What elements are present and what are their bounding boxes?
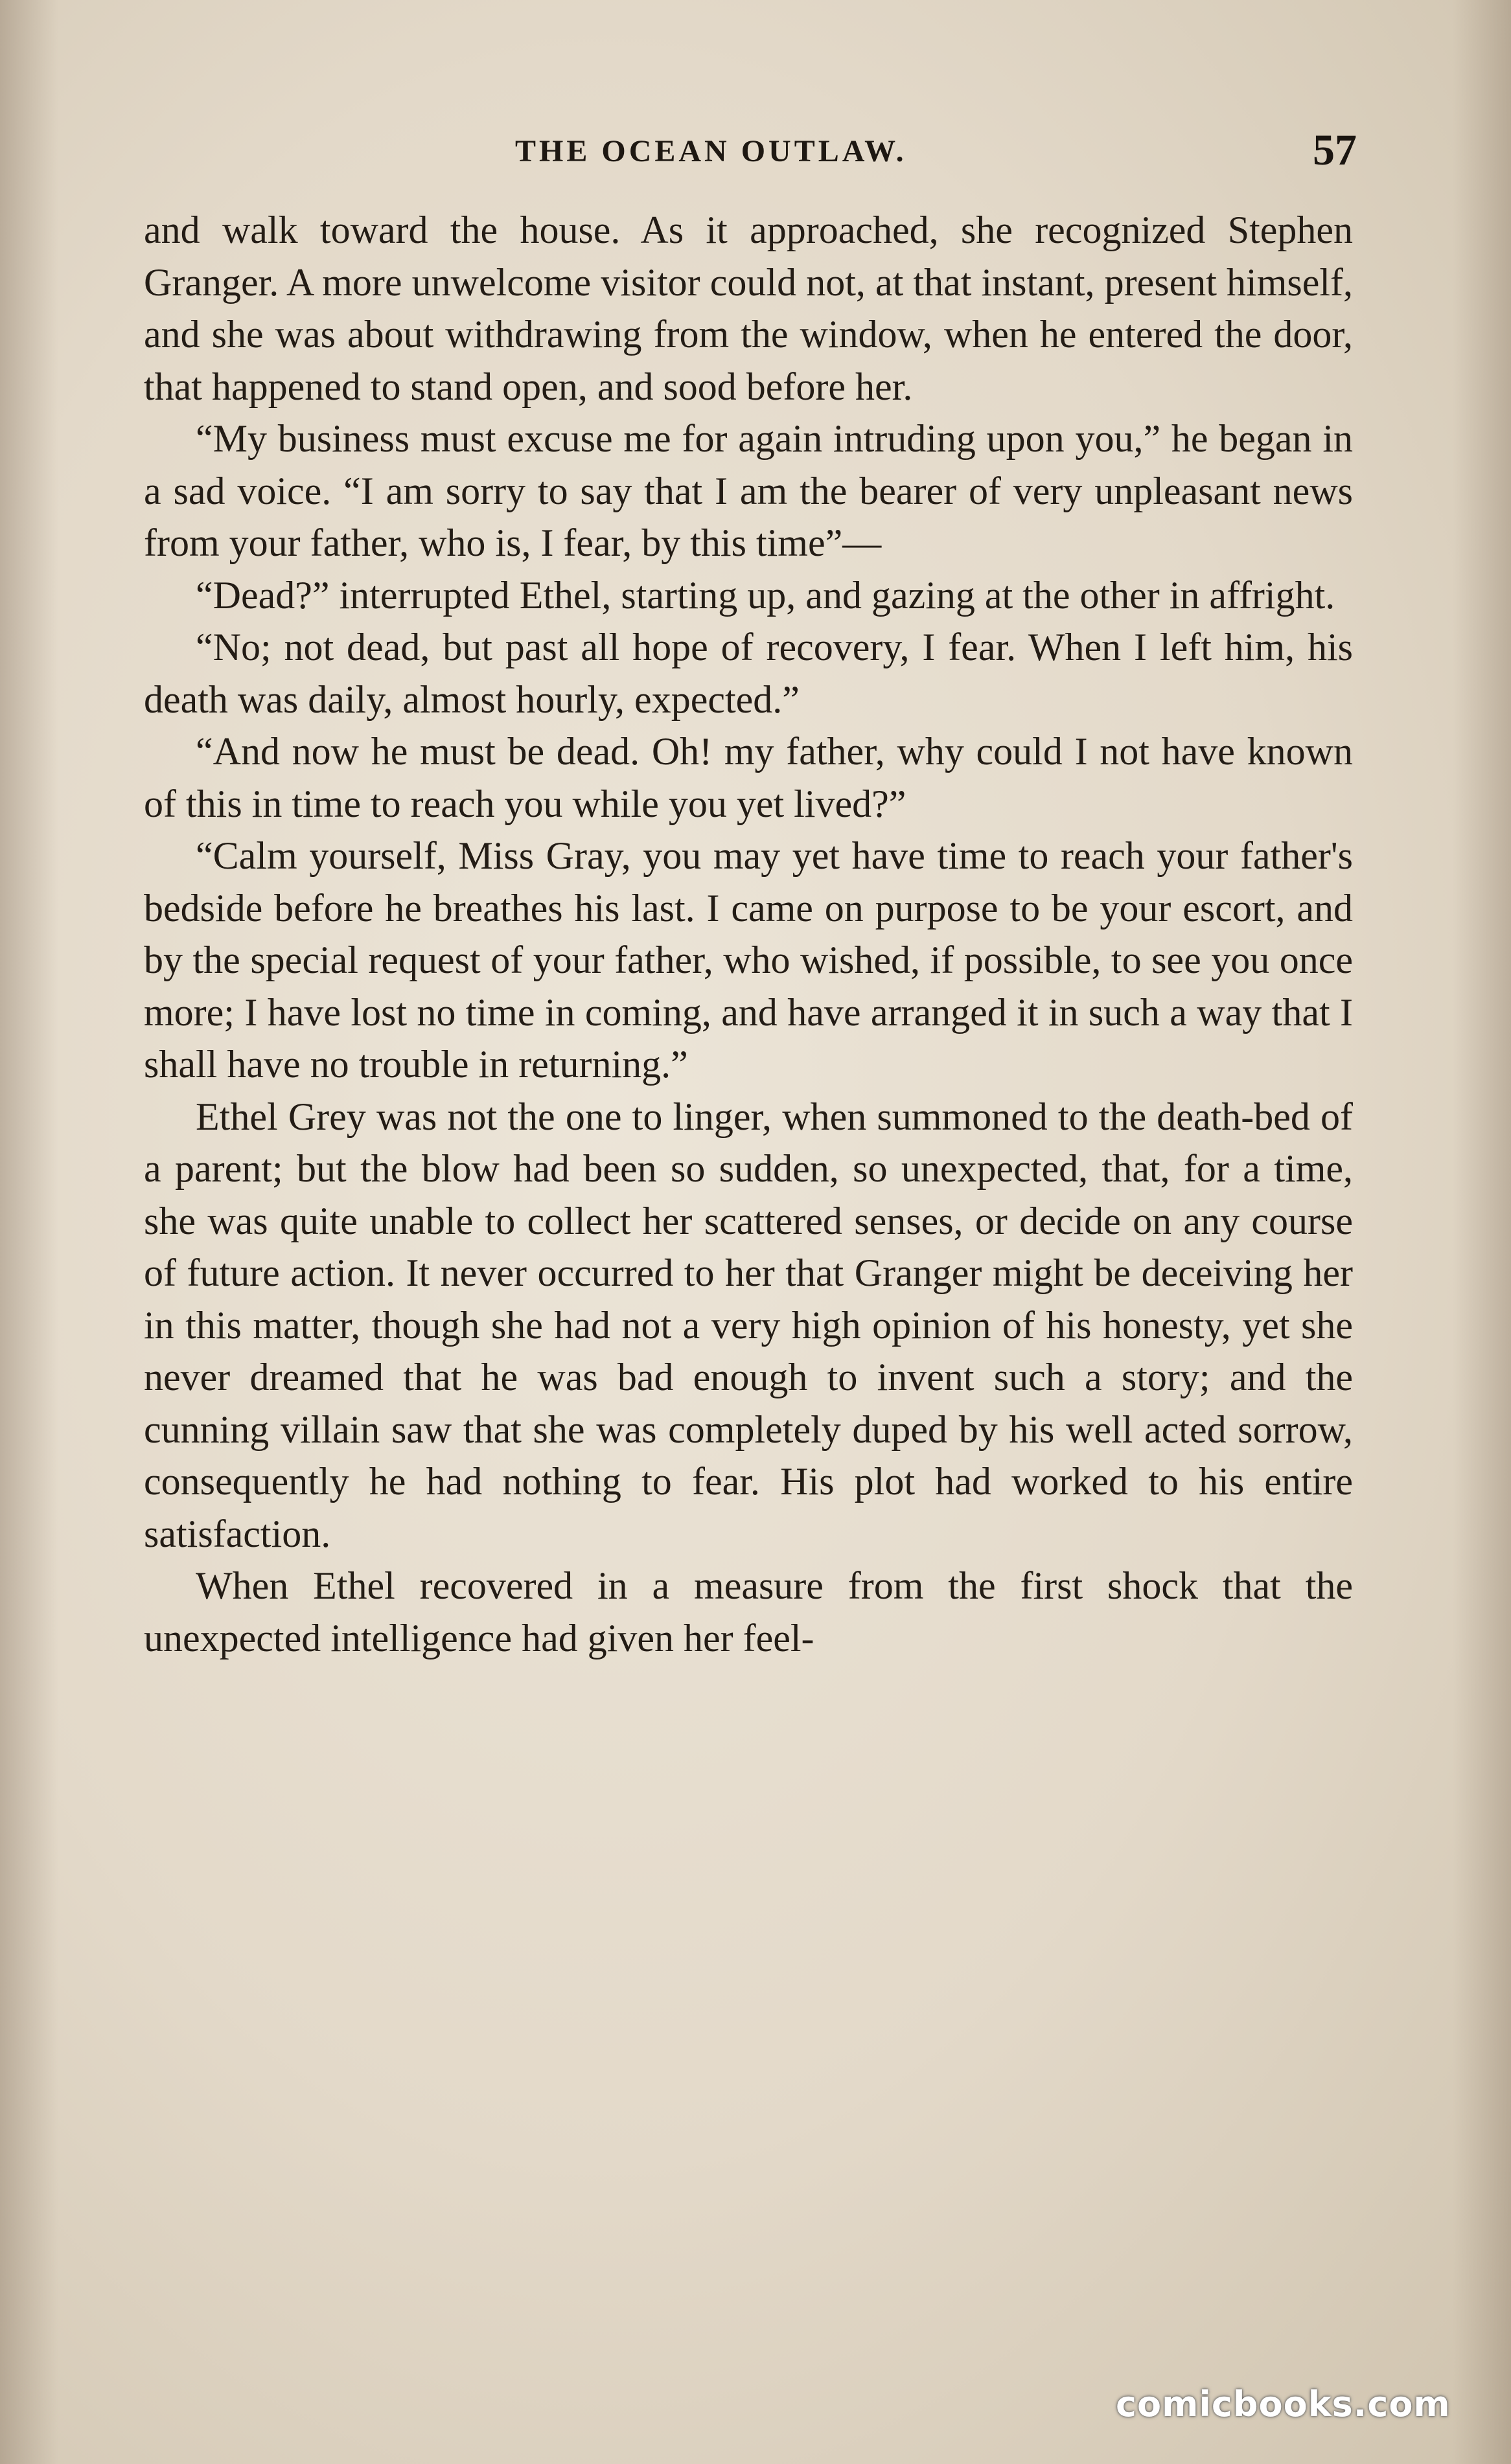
paragraph: When Ethel recovered in a measure from the first shock that the unexpected intelligence had given her feel- — [144, 1564, 1353, 1660]
running-title: THE OCEAN OUTLAW. — [515, 134, 907, 168]
paragraph: and walk toward the house. As it approached, she recognized Stephen Granger. A more unwelcome visitor could not, at that instant, present himself, and she was about withdrawing from the window, when he entered the door, that happened to stand open, and sood before her. — [144, 209, 1353, 408]
page-edge-shadow-left — [0, 0, 58, 2464]
paragraph: “Dead?” interrupted Ethel, starting up, and gazing at the other in affright. — [196, 573, 1335, 617]
page-edge-shadow-right — [1453, 0, 1511, 2464]
paragraph: “My business must excuse me for again intruding upon you,” he began in a sad voice. “I am sorry to say that I am the bearer of very unpleasant news from your father, who is, I fear, by this time”— — [144, 417, 1353, 564]
paragraph: “And now he must be dead. Oh! my father, why could I not have known of this in time to reach you while you yet lived?” — [144, 730, 1353, 825]
page-number: 57 — [1313, 125, 1357, 174]
paragraph: Ethel Grey was not the one to linger, when summoned to the death-bed of a parent; but the blow had been so sudden, so unexpected, that, for a time, she was quite unable to collect her scattered senses, or decide on any course of future action. It never occurred to her that Granger might be deceiving her in this matter, though she had not a very high opinion of his honesty, yet she never dreamed that he was bad enough to invent such a story; and the cunning villain saw that she was completely duped by his well acted sorrow, consequently he had nothing to fear. His plot had worked to his entire satisfaction. — [144, 1095, 1353, 1555]
paragraph: “Calm yourself, Miss Gray, you may yet have time to reach your father's bedside before he breathes his last. I came on purpose to be your escort, and by the special request of your father, who wished, if possible, to see you once more; I have lost no time in coming, and have arranged it in such a way that I shall have no trouble in returning.” — [144, 834, 1353, 1086]
body-text — [144, 204, 1353, 1664]
watermark: comicbooks.com — [1116, 2384, 1451, 2424]
running-head — [0, 125, 1511, 181]
paragraph: “No; not dead, but past all hope of recovery, I fear. When I left him, his death was daily, almost hourly, expected.” — [144, 626, 1353, 721]
